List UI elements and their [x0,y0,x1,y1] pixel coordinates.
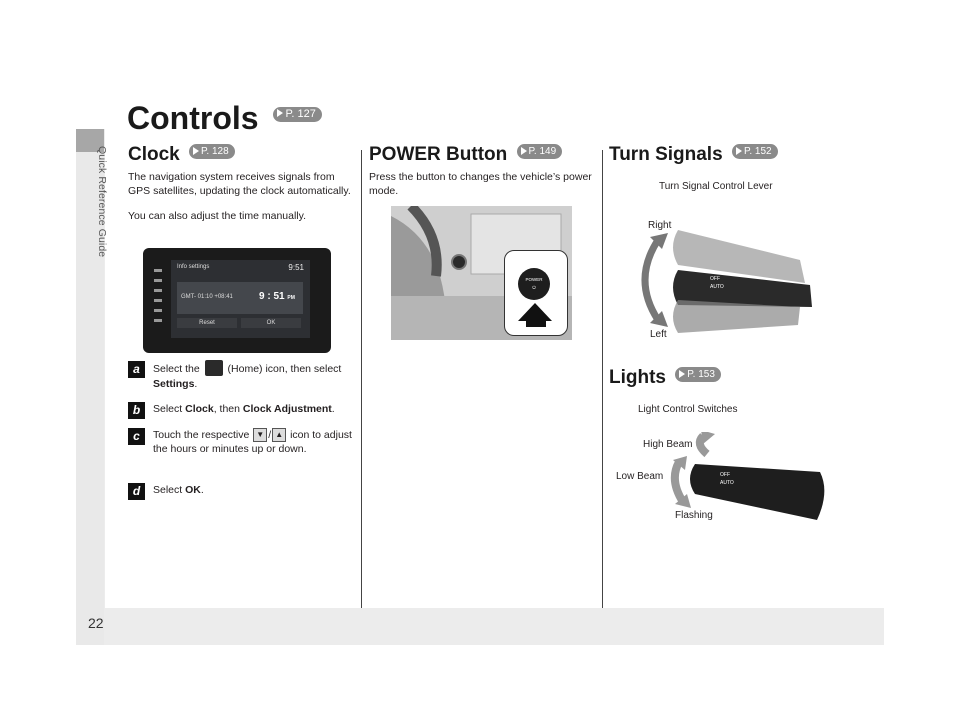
page-title-text: Controls [127,100,259,136]
clock-step-4 [128,483,354,497]
screen-side-icons [151,262,165,340]
screen-title: Info settings [177,264,210,270]
power-page-ref-link[interactable] [517,144,563,159]
step-text [153,361,354,391]
clock-heading-text: Clock [128,144,180,165]
step-text [153,483,354,497]
svg-text:AUTO: AUTO [710,284,724,290]
clock-description: The navigation system receives signals from GPS satellites, updating the clock automatically. [128,171,351,197]
ref-arrow-icon [521,147,527,155]
down-arrow-icon: ▼ [253,428,267,442]
power-button-label: POWER [525,277,543,282]
step-text [153,402,354,416]
step-text-part: (Home) icon, then select [227,362,342,375]
power-heading-text: POWER Button [369,144,508,165]
ref-arrow-icon [736,147,742,155]
turn-signal-lever-image [640,225,840,335]
step-number: c [128,428,145,445]
page-title [127,100,322,137]
lights-section [609,367,721,389]
press-arrow-base [526,321,546,327]
screen-clock [259,291,295,302]
svg-text:AUTO: AUTO [720,480,734,486]
ref-text: P. 128 [201,146,229,158]
lights-page-ref-link[interactable] [675,367,721,382]
step-end: . [331,403,335,415]
step-text-part: icon to adjust the hours or minutes up or down. [153,429,352,456]
turn-signals-page-ref-link[interactable] [732,144,778,159]
power-button [518,268,550,300]
light-control-lever-image [665,432,830,524]
screen-display [171,260,310,338]
ref-arrow-icon [679,370,685,378]
clock-manual-note: You can also adjust the time manually. [128,210,307,222]
turn-signals-heading [609,144,859,166]
clock-step-3 [128,428,354,456]
up-arrow-icon: ▲ [272,428,286,442]
svg-text:OFF: OFF [720,472,730,478]
turn-signals-heading-text: Turn Signals [609,144,723,165]
clock-step-2 [128,402,354,416]
section-side-label: Quick Reference Guide [96,146,108,258]
ref-text: P. 152 [743,146,772,158]
right-label: Right [648,220,672,231]
screen-clock-panel [177,282,303,314]
left-label: Left [650,329,667,340]
power-button-callout [504,250,568,336]
step-bold: Clock Adjustment [242,403,332,415]
step-bold: Settings [153,378,195,390]
step-bold: OK [185,484,201,496]
clock-section [128,144,354,223]
step-bold: Clock [185,403,214,415]
title-page-ref-link[interactable] [273,107,321,122]
svg-text:OFF: OFF [710,276,720,282]
screen-time: 9:51 [288,263,304,272]
step-text-part: Touch the respective [153,429,250,441]
power-symbol-icon: ⏻ [532,285,536,290]
screen-ok-button: OK [241,318,301,328]
ref-text: P. 127 [285,108,316,121]
lights-heading-text: Lights [609,367,666,388]
turn-signals-section [609,144,859,166]
step-end: . [194,378,198,390]
page-number: 22 [88,615,104,631]
step-end: . [200,484,204,496]
step-text-part: Select the [153,362,200,375]
step-number: d [128,483,145,500]
clock-step-1 [128,361,354,391]
low-beam-label: Low Beam [616,471,664,482]
clock-settings-screen-image [143,248,331,353]
press-arrow-icon [518,303,552,321]
ref-arrow-icon [277,109,283,117]
power-section [369,144,593,198]
step-number: b [128,402,145,419]
lights-heading [609,367,721,389]
power-heading [369,144,593,166]
ref-text: P. 149 [528,146,557,158]
ref-arrow-icon [193,147,199,155]
column-divider [361,150,362,608]
screen-clock-value: 9 : 51 [259,291,285,302]
power-description: Press the button to changes the vehicle’s power mode. [369,171,592,197]
screen-gmt: GMT- 01:10 +08:41 [181,294,233,300]
turn-signal-caption: Turn Signal Control Lever [659,181,773,192]
home-icon [205,360,223,376]
high-beam-label: High Beam [643,439,693,450]
screen-pm: PM [287,295,295,301]
screen-reset-button: Reset [177,318,237,328]
lights-caption: Light Control Switches [638,404,738,415]
ref-text: P. 153 [687,369,715,381]
clock-page-ref-link[interactable] [189,144,235,159]
step-text: Touch the respective ▼ / ▲ icon to adjust the hours or minutes up or down. [153,429,352,456]
step-text-part: Select [153,484,183,496]
step-text-part: Select [153,403,183,415]
column-divider [602,150,603,608]
step-text-part: , then [213,403,240,415]
flashing-label: Flashing [675,510,713,521]
step-number: a [128,361,145,378]
clock-heading [128,144,354,166]
